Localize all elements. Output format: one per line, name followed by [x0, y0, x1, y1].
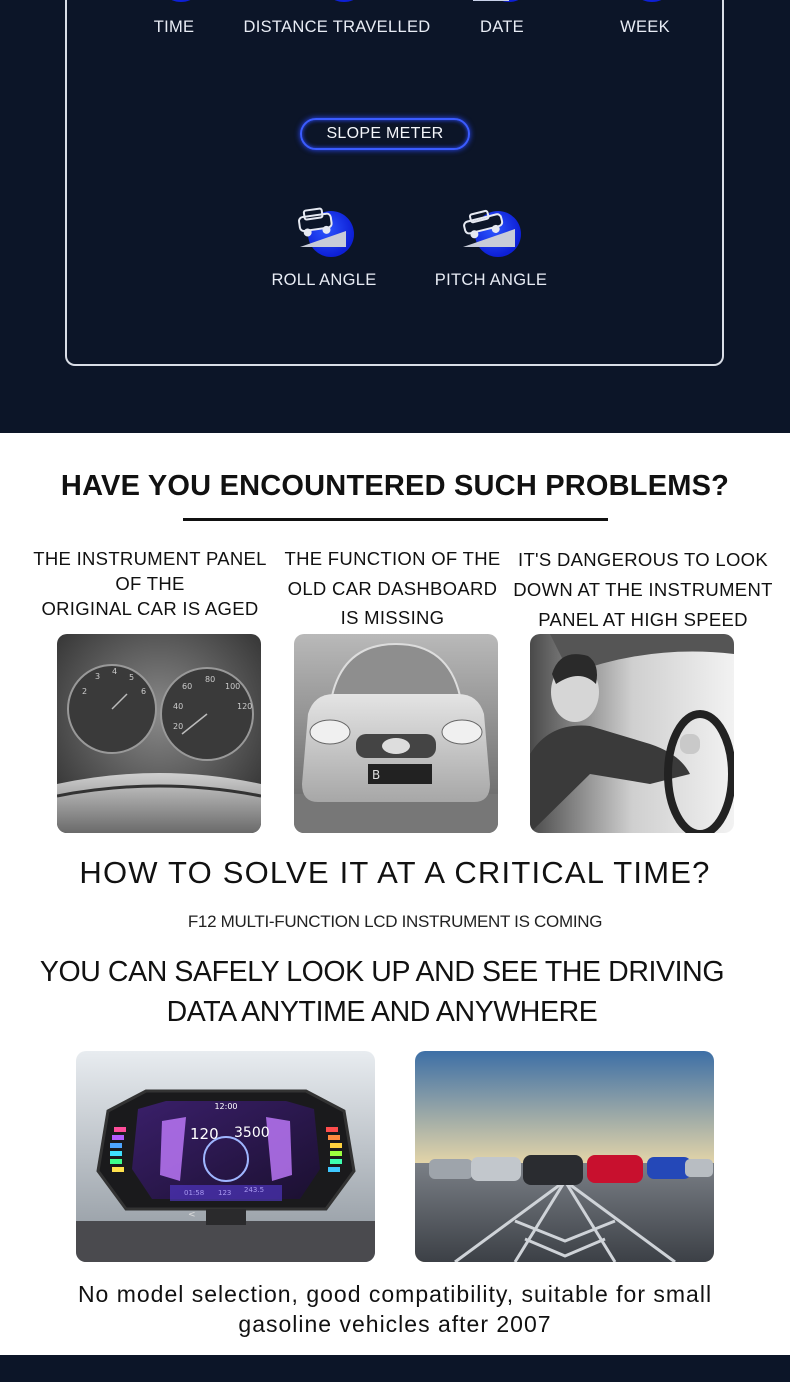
heading-underline — [183, 518, 608, 521]
odometer-icon — [305, 0, 369, 4]
svg-text:3500: 3500 — [234, 1125, 270, 1141]
features-section — [0, 0, 790, 433]
feature-label: WEEK — [620, 18, 670, 36]
problem-text-dangerous: IT'S DANGEROUS TO LOOK DOWN AT THE INSTRUMENT PANEL AT HIGH SPEED — [513, 549, 773, 630]
footer-bar — [0, 1355, 790, 1382]
roll-angle-icon — [292, 205, 356, 257]
svg-text:120: 120 — [190, 1125, 219, 1143]
feature-label: TIME — [153, 18, 195, 36]
svg-text:80: 80 — [205, 675, 216, 684]
svg-text:40: 40 — [173, 702, 184, 711]
svg-text:3: 3 — [95, 672, 101, 681]
svg-text:4: 4 — [112, 667, 118, 676]
old-car-photo — [294, 634, 498, 833]
pitch-angle-icon — [459, 205, 523, 257]
problem-text-aged: THE INSTRUMENT PANEL OF THE ORIGINAL CAR IS AGED — [33, 548, 267, 619]
feature-pitch-angle — [396, 205, 586, 290]
svg-text:60: 60 — [182, 682, 193, 691]
svg-text:5: 5 — [129, 673, 135, 682]
feature-time — [79, 0, 269, 37]
product-gauge-photo — [76, 1051, 375, 1262]
feature-roll-angle — [229, 205, 419, 290]
headline-text: YOU CAN SAFELY LOOK UP AND SEE THE DRIVING DATA ANYTIME AND ANYWHERE — [39, 956, 725, 1028]
feature-distance — [242, 0, 432, 37]
clock-icon — [142, 0, 206, 4]
driver-photo — [530, 634, 734, 833]
svg-text:<: < — [188, 1210, 196, 1220]
slope-meter-badge: SLOPE METER — [300, 118, 470, 150]
feature-label: PITCH ANGLE — [434, 271, 548, 289]
feature-label: ROLL ANGLE — [271, 271, 377, 289]
product-subheading: F12 MULTI-FUNCTION LCD INSTRUMENT IS COMING — [187, 912, 603, 931]
problem-text-missing: THE FUNCTION OF THE OLD CAR DASHBOARD IS MISSING — [284, 548, 501, 628]
features-panel — [65, 0, 724, 366]
feature-label: DATE — [480, 18, 524, 36]
svg-text:120: 120 — [237, 702, 253, 711]
compatibility-text: No model selection, good compatibility, suitable for small gasoline vehicles after 2007 — [77, 1281, 713, 1337]
aged-dashboard-photo — [57, 634, 261, 833]
feature-label: DISTANCE TRAVELLED — [243, 18, 431, 36]
solve-heading: HOW TO SOLVE IT AT A CRITICAL TIME? — [79, 855, 711, 890]
calendar-icon — [470, 0, 534, 4]
svg-text:6: 6 — [141, 687, 147, 696]
feature-week — [550, 0, 740, 37]
cars-lineup-photo — [415, 1051, 714, 1262]
svg-text:2: 2 — [82, 687, 88, 696]
week-icon — [613, 0, 677, 4]
svg-text:20: 20 — [173, 722, 184, 731]
problems-heading: HAVE YOU ENCOUNTERED SUCH PROBLEMS? — [60, 470, 730, 502]
svg-text:100: 100 — [225, 682, 241, 691]
svg-text:12:00: 12:00 — [214, 1102, 238, 1111]
license-plate: B — [372, 768, 381, 782]
